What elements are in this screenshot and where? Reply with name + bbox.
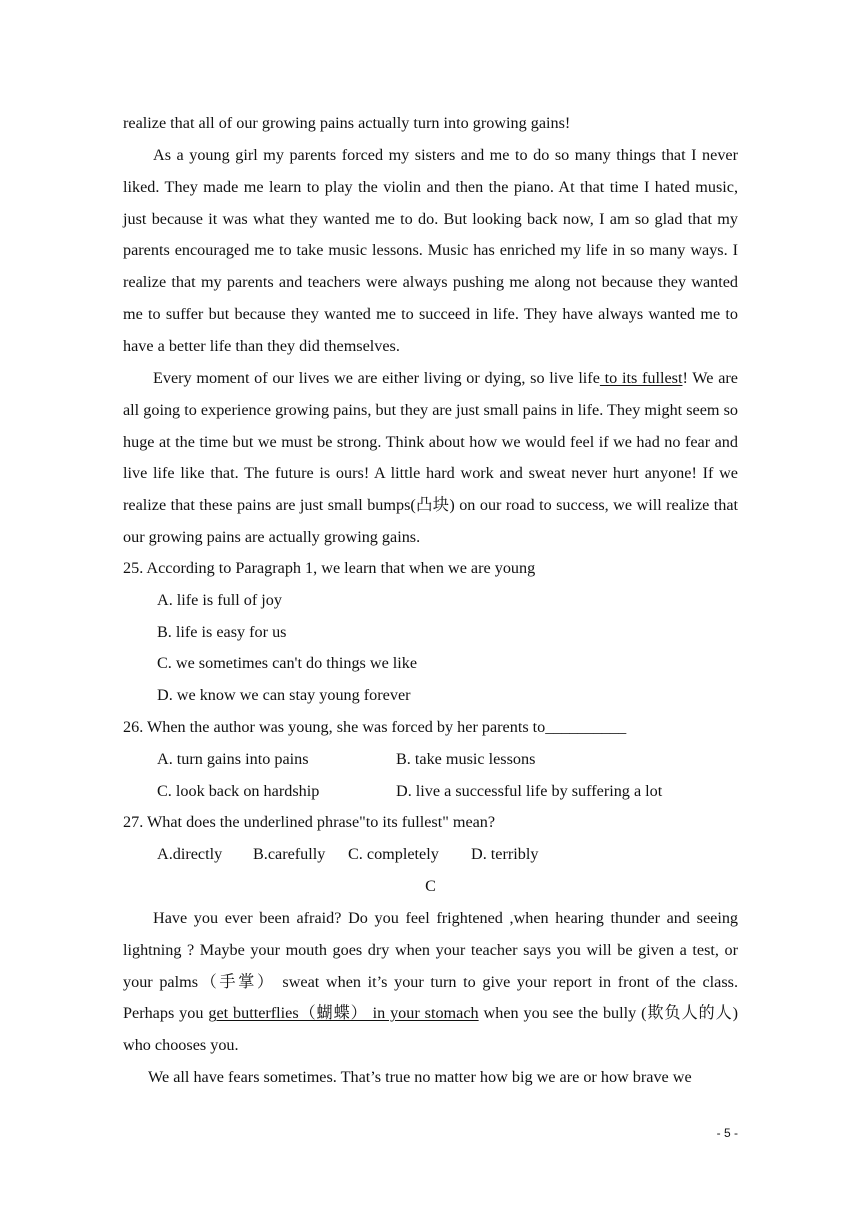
question-27-option-d: D. terribly [471,845,539,863]
question-25-option-a: A. life is full of joy [157,591,282,609]
paragraph-live-life-post: ! We are all going to experience growing pains, but they are just small pains in life. They might seem so huge at the time but we must be strong. Think about how we would feel if we had no fear and live life like that. The future is ours! A little hard work and sweat never hurt anyone! If we realize that these pains are just small bumps(凸块) on our road to success, we will realize that our growing pains are actually growing gains. [123,369,738,546]
question-27-stem: 27. What does the underlined phrase"to its fullest" mean? [123,813,496,831]
question-25-stem: 25. According to Paragraph 1, we learn that when we are young [123,559,536,577]
question-26-option-c: C. look back on hardship [157,782,320,800]
question-26-option-d: D. live a successful life by suffering a lot [396,782,663,800]
paragraph-fears-intro-post: when you see the bully (欺负人的人) who chooses you. [123,1004,738,1055]
paragraph-music-lessons: As a young girl my parents forced my sisters and me to do so many things that I never liked. They made me learn to play the violin and then the piano. At that time I hated music, just because it was what they wanted me to do. But looking back now, I am so glad that my parents encouraged me to take music lessons. Music has enriched my life in so many ways. I realize that my parents and teachers were always pushing me along not because they wanted me to suffer but because they wanted me to succeed in life. They have always wanted me to have a better life than they did themselves. [123,146,738,355]
paragraph-live-life [123,363,738,554]
question-26-option-a: A. turn gains into pains [157,750,309,768]
question-27-option-c: C. completely [348,845,439,863]
underlined-phrase-to-its-fullest: to its fullest [599,369,683,387]
paragraph-continuation: realize that all of our growing pains actually turn into growing gains! [123,114,571,132]
paragraph-all-have-fears: We all have fears sometimes. That’s true no matter how big we are or how brave we [148,1068,692,1086]
section-heading-c: C [425,877,436,895]
question-25-option-d: D. we know we can stay young forever [157,686,411,704]
paragraph-live-life-pre: Every moment of our lives we are either living or dying, so live life [153,369,600,387]
paragraph-fears-intro-pre: Have you ever been afraid? Do you feel frightened ,when hearing thunder and seeing lightning ? Maybe your mouth goes dry when your teacher says you will be given a test, or your palms（手掌） sweat when it’s your turn to give your report in front of the class. Perhaps you [123,909,738,1023]
question-27-option-b: B.carefully [253,845,326,863]
paragraph-fears-intro [123,903,738,1062]
question-26-option-b: B. take music lessons [396,750,536,768]
page-number: - 5 - [716,1126,738,1140]
underlined-phrase-butterflies: get butterflies（蝴蝶） in your stomach [208,1004,479,1023]
question-25-option-b: B. life is easy for us [157,623,287,641]
question-25-option-c: C. we sometimes can't do things we like [157,654,418,672]
question-27-option-a: A.directly [157,845,223,863]
question-26-stem: 26. When the author was young, she was forced by her parents to__________ [123,718,627,736]
